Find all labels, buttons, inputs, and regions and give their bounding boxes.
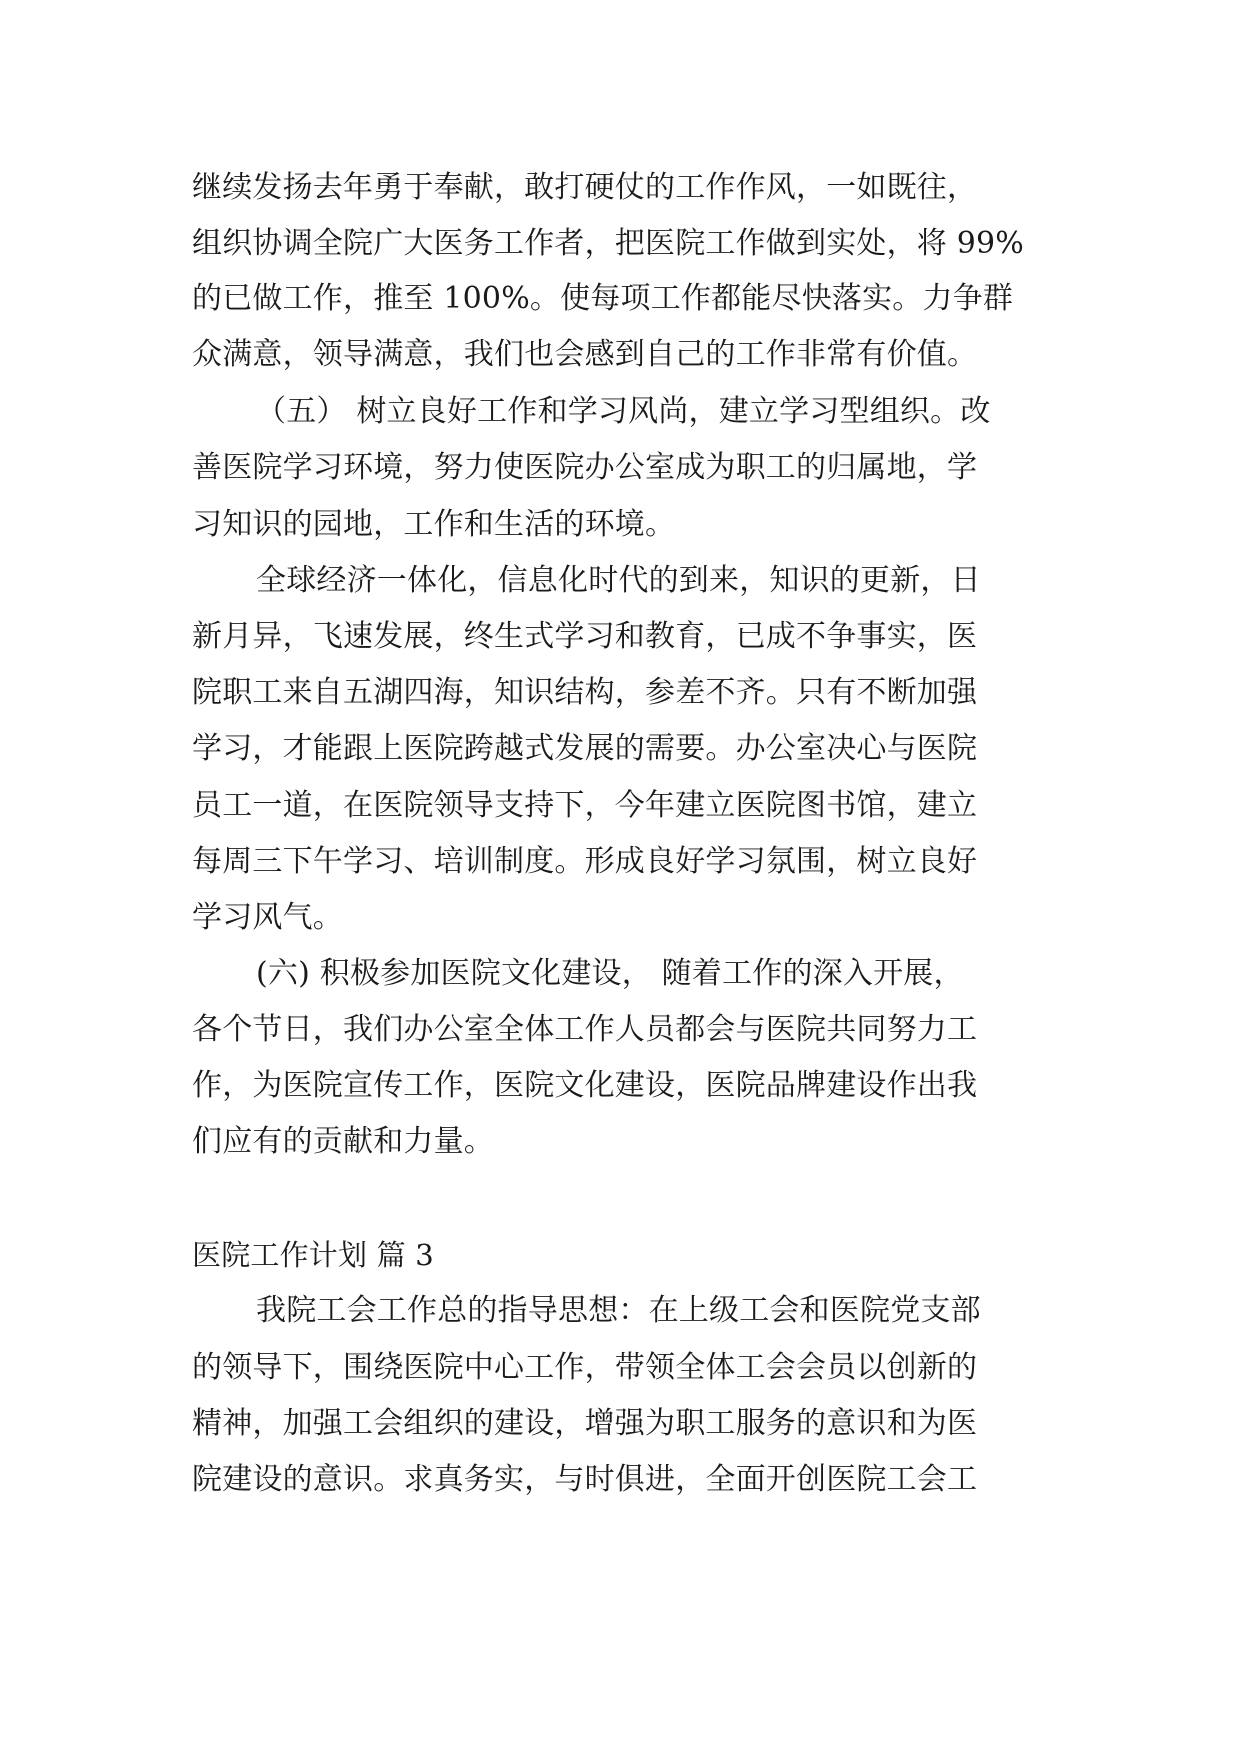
section-five-first-line: （五） 树立良好工作和学习风尚，建立学习型组织。改 (256, 394, 991, 429)
body-line: 的已做工作，推至 100%。使每项工作都能尽快落实。力争群 (192, 281, 1014, 316)
section-six-first-line: (六) 积极参加医院文化建设， 随着工作的深入开展， (256, 956, 964, 991)
body-line: 众满意，领导满意，我们也会感到自己的工作非常有价值。 (192, 337, 978, 372)
body-line: 新月异，飞速发展，终生式学习和教育，已成不争事实，医 (192, 619, 978, 654)
body-line: 各个节日，我们办公室全体工作人员都会与医院共同努力工 (192, 1012, 978, 1047)
body-line: 继续发扬去年勇于奉献，敢打硬仗的工作作风，一如既往， (192, 170, 978, 205)
body-line: 精神，加强工会组织的建设，增强为职工服务的意识和为医 (192, 1406, 978, 1441)
body-line: 善医院学习环境，努力使医院办公室成为职工的归属地，学 (192, 450, 978, 485)
body-line: 每周三下午学习、培训制度。形成良好学习氛围，树立良好 (192, 844, 978, 879)
body-line: 们应有的贡献和力量。 (192, 1124, 494, 1159)
body-line: 院职工来自五湖四海，知识结构，参差不齐。只有不断加强 (192, 675, 978, 710)
body-line: 员工一道，在医院领导支持下，今年建立医院图书馆，建立 (192, 788, 978, 823)
body-line: 作，为医院宣传工作，医院文化建设，医院品牌建设作出我 (192, 1068, 978, 1103)
paragraph-first-line: 我院工会工作总的指导思想：在上级工会和医院党支部 (256, 1293, 981, 1328)
section-heading: 医院工作计划 篇 3 (192, 1238, 434, 1272)
body-line: 组织协调全院广大医务工作者，把医院工作做到实处，将 99% (192, 226, 1025, 261)
body-line: 院建设的意识。求真务实，与时俱进，全面开创医院工会工 (192, 1462, 978, 1497)
paragraph-first-line: 全球经济一体化，信息化时代的到来，知识的更新，日 (256, 563, 981, 598)
body-line: 学习，才能跟上医院跨越式发展的需要。办公室决心与医院 (192, 731, 978, 766)
body-line: 习知识的园地，工作和生活的环境。 (192, 507, 676, 542)
body-line: 的领导下，围绕医院中心工作，带领全体工会会员以创新的 (192, 1350, 978, 1385)
body-line: 学习风气。 (192, 900, 343, 935)
